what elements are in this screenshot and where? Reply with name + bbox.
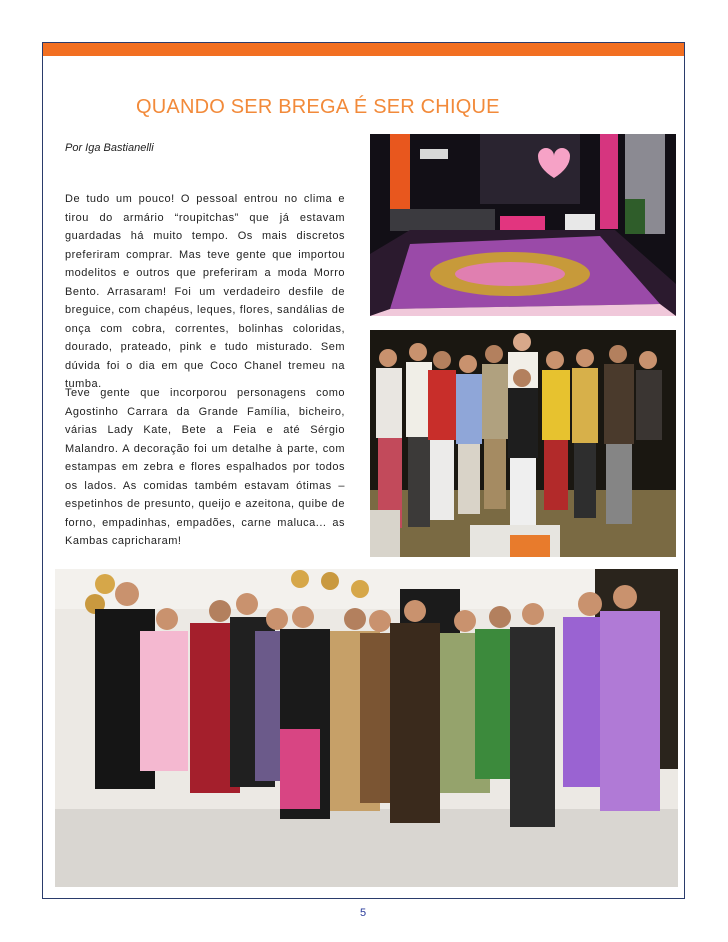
page-number: 5	[360, 907, 367, 919]
article-byline: Por Iga Bastianelli	[65, 142, 154, 154]
women-costume-group-photo	[55, 569, 678, 887]
article-title: QUANDO SER BREGA É SER CHIQUE	[136, 96, 500, 119]
party-decor-photo	[370, 134, 676, 316]
article-paragraph-1: De tudo um pouco! O pessoal entrou no clima e tirou do armário “roupitchas” que já estavam guardadas há muito tempo. Os mais discretos preferiram comprar. Mas teve gente que importou modelitos e outros que preferiram a moda Morro Bento. Arrasaram! Foi um verdadeiro desfile de breguice, com chapéus, leques, flores, sandálias de onça com cobra, correntes, bolinhas coloridas, dourado, prateado, pink e tudo misturado. Sem dúvida foi o dia em que Coco Chanel tremeu na tumba.	[65, 193, 345, 390]
men-costume-group-photo	[370, 330, 676, 557]
article-paragraph-2: Teve gente que incorporou personagens como Agostinho Carrara da Grande Família, bicheiro, várias Lady Kate, Bete a Feia e até Sérgio Malandro. A decoração foi um detalhe à parte, com estampas em zebra e flores espalhados por todos os lados. As comidas também estavam ótimas – espetinhos de presunto, queijo e azeitona, quibe de forno, empadinhas, empadões, carne maluca... as Kambas capricharam!	[65, 387, 345, 547]
